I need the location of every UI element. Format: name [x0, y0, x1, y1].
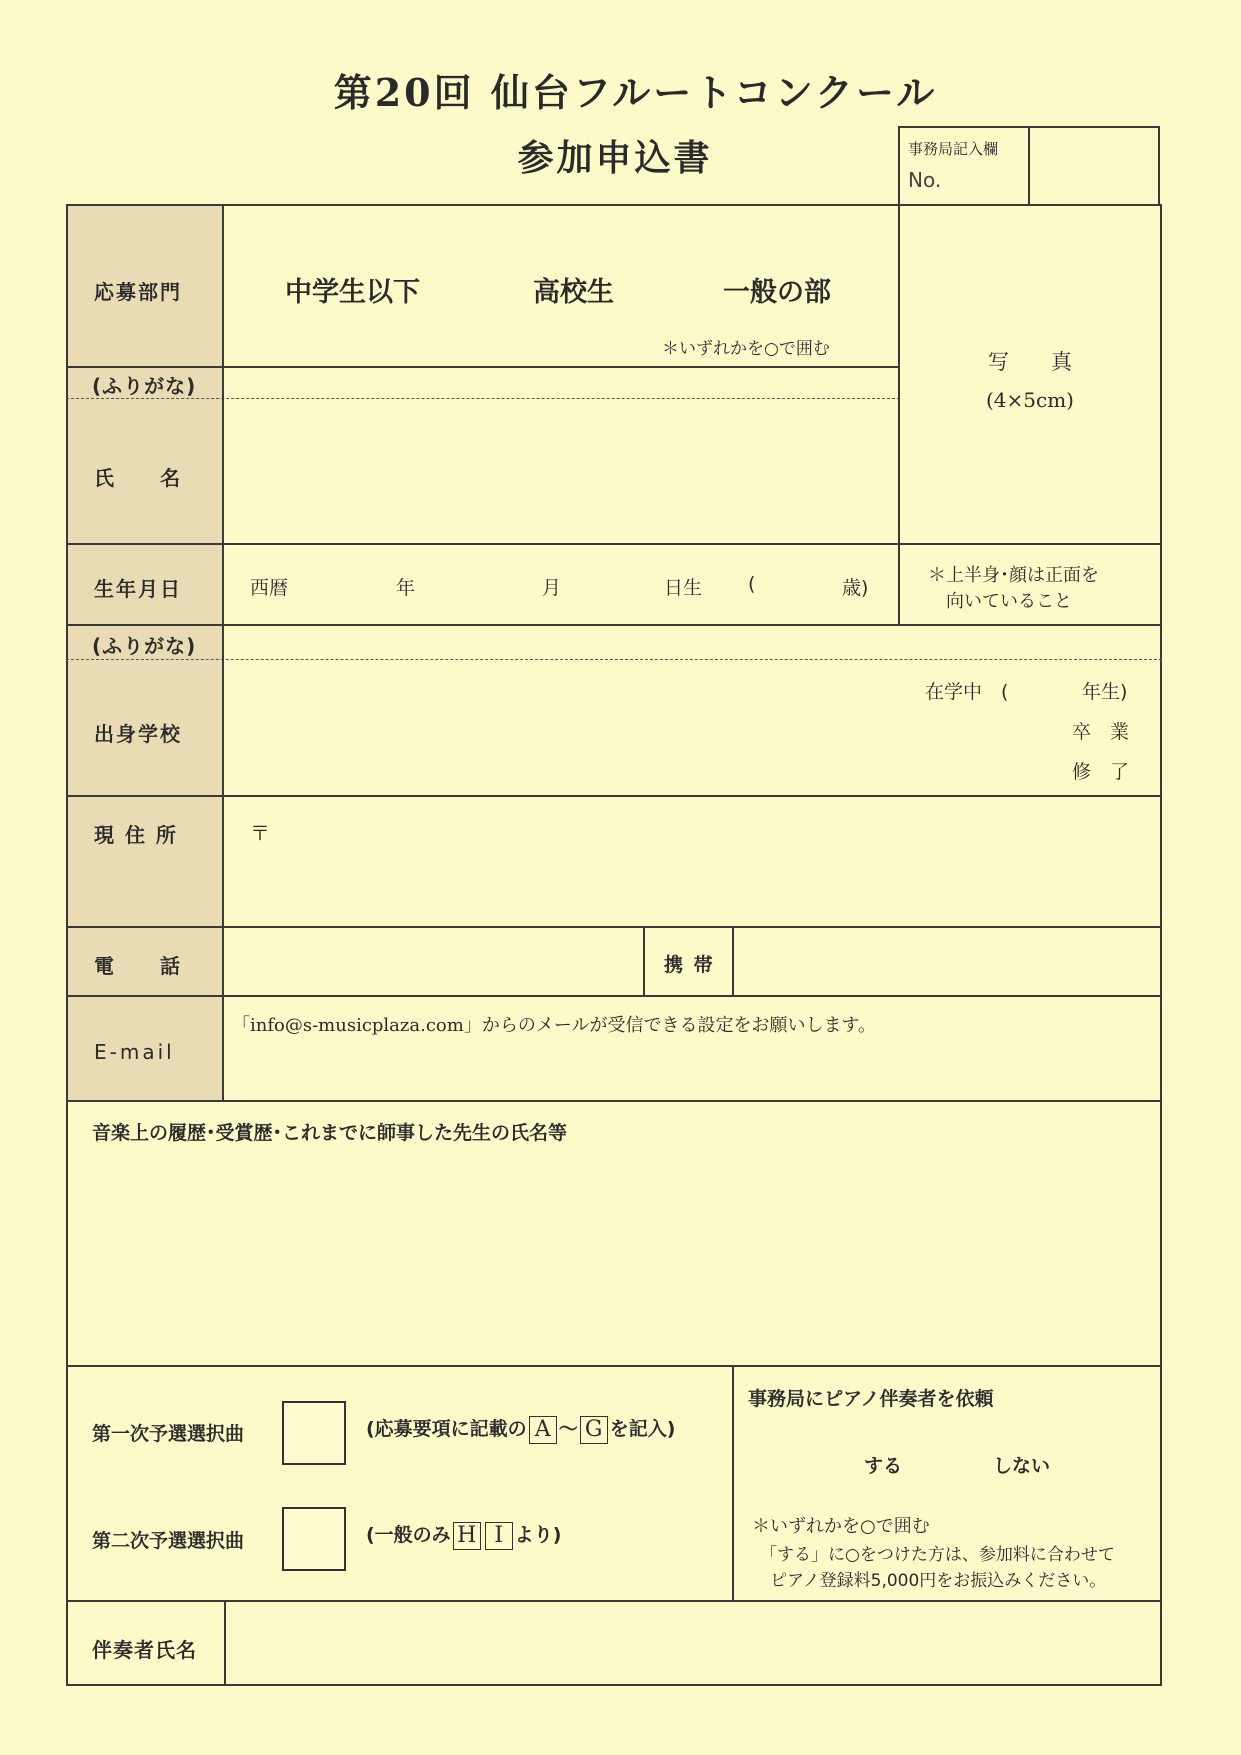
birth-era: 西暦 [250, 577, 289, 599]
birthdate-field[interactable] [224, 545, 898, 623]
birth-age-open: ( [748, 573, 756, 595]
name-label: 氏 名 [94, 466, 182, 490]
division-label: 応募部門 [94, 280, 182, 304]
school-status-completed[interactable]: 修 了 [1072, 761, 1130, 783]
phone-label: 電 話 [94, 954, 182, 978]
first-note-pre: (応募要項に記載の [366, 1418, 527, 1440]
piece-h-box: H [453, 1522, 481, 1550]
history-label: 音楽上の履歴･受賞歴･これまでに師事した先生の氏名等 [92, 1122, 568, 1144]
form-subtitle: 参加申込書 [517, 137, 713, 179]
piano-note-2: 「する」に○をつけた方は、参加料に合わせて [760, 1545, 1115, 1565]
piano-option-no[interactable]: しない [993, 1455, 1051, 1477]
postal-mark: 〒 [250, 821, 270, 845]
piano-request-title: 事務局にピアノ伴奏者を依頼 [748, 1388, 994, 1410]
division-option-junior[interactable]: 中学生以下 [285, 277, 420, 308]
history-field[interactable] [68, 1150, 1160, 1362]
birth-day-unit: 日生 [664, 577, 703, 599]
furigana-label-school: (ふりがな) [92, 634, 197, 658]
address-label: 現 住 所 [94, 823, 178, 847]
piece-i-box: I [485, 1522, 513, 1550]
mobile-label: 携 帯 [664, 954, 715, 976]
accompanist-label: 伴奏者氏名 [92, 1638, 197, 1662]
phone-field[interactable] [224, 928, 642, 994]
office-number-label: No. [908, 168, 942, 192]
accompanist-field[interactable] [226, 1602, 1160, 1684]
school-status-grade: 年生) [1082, 681, 1128, 703]
name-furigana-field[interactable] [224, 368, 898, 398]
mobile-field[interactable] [734, 928, 1160, 994]
school-status-graduated[interactable]: 卒 業 [1072, 721, 1130, 743]
birth-age-unit: 歳) [842, 577, 869, 599]
furigana-label-name: (ふりがな) [92, 374, 197, 398]
photo-label: 写 真 [988, 350, 1072, 374]
first-note-post: を記入) [609, 1418, 676, 1440]
tilde: ～ [558, 1418, 578, 1440]
name-field[interactable] [224, 400, 898, 542]
division-option-highschool[interactable]: 高校生 [533, 277, 614, 308]
school-furigana-field[interactable] [224, 626, 1160, 659]
piano-note-3: ピアノ登録料5,000円をお振込みください。 [770, 1571, 1107, 1591]
piano-option-yes[interactable]: する [864, 1455, 903, 1477]
second-selection-box[interactable] [282, 1507, 346, 1571]
birthdate-label: 生年月日 [94, 577, 182, 601]
second-selection-label: 第二次予選選択曲 [92, 1530, 245, 1552]
form-title: 第20回 仙台フルートコンクール [333, 70, 938, 115]
email-label: E-mail [94, 1040, 175, 1064]
office-label: 事務局記入欄 [908, 140, 999, 158]
second-note-pre: (一般のみ [366, 1524, 451, 1546]
birth-month-unit: 月 [542, 577, 562, 599]
piece-g-box: G [580, 1416, 608, 1444]
second-selection-note [366, 1520, 561, 1550]
division-note: ＊いずれかを○で囲む [662, 339, 830, 359]
school-status-enrolled[interactable]: 在学中 ( [925, 681, 1009, 703]
division-option-general[interactable]: 一般の部 [723, 277, 831, 308]
first-selection-box[interactable] [282, 1401, 346, 1465]
piece-a-box: A [529, 1416, 557, 1444]
piano-note-1: ＊いずれかを○で囲む [752, 1516, 930, 1537]
birth-year-unit: 年 [396, 577, 416, 599]
first-selection-label: 第一次予選選択曲 [92, 1423, 245, 1445]
photo-note-1: ＊上半身･顔は正面を [928, 565, 1099, 586]
school-label: 出身学校 [94, 722, 182, 746]
school-field[interactable] [224, 661, 904, 794]
second-note-post: より) [514, 1524, 562, 1546]
photo-note-2: 向いていること [946, 591, 1072, 612]
email-field[interactable] [224, 1040, 1160, 1098]
email-note: 「info@s-musicplaza.com」からのメールが受信できる設定をお願いします。 [232, 1015, 877, 1036]
first-selection-note [366, 1414, 675, 1444]
address-field[interactable] [224, 797, 1160, 925]
photo-size: (4×5cm) [986, 388, 1074, 412]
